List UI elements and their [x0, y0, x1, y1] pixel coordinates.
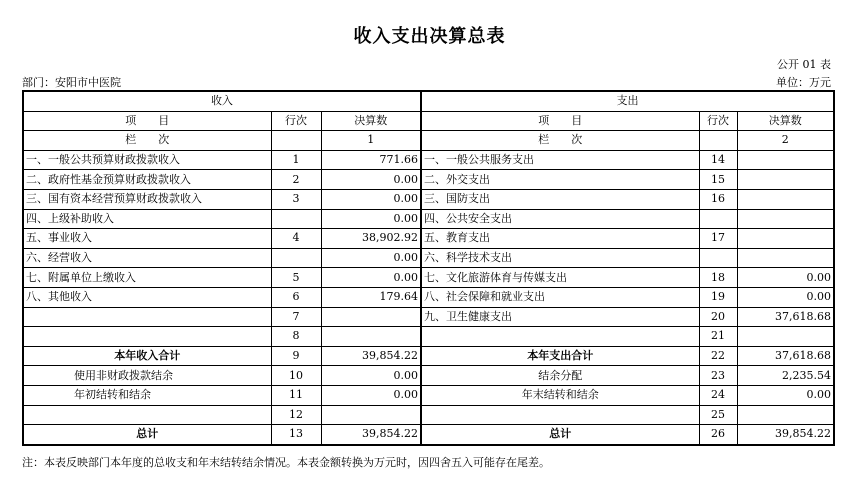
non-fiscal-surplus-label: 使用非财政拨款结余 [23, 366, 271, 386]
unit-label: 单位：万元 [776, 76, 831, 89]
income-item-header: 项 目 [23, 111, 271, 131]
header-row-col-numbers [23, 131, 834, 151]
income-header: 收入 [23, 91, 421, 111]
income-line: 1 [271, 150, 321, 170]
expense-line: 15 [699, 170, 737, 190]
non-fiscal-surplus-amount: 0.00 [321, 366, 421, 386]
expense-amount [737, 209, 834, 229]
year-expense-total-line: 22 [699, 346, 737, 366]
income-line: 8 [271, 327, 321, 347]
expense-item: 六、科学技术支出 [421, 248, 699, 268]
year-income-total-amount: 39,854.22 [321, 346, 421, 366]
expense-amount: 0.00 [737, 287, 834, 307]
blank-expense-amount [737, 405, 834, 425]
expense-grand-total-label: 总计 [421, 425, 699, 445]
blank-income-line: 12 [271, 405, 321, 425]
year-expense-total-label: 本年支出合计 [421, 346, 699, 366]
year-expense-total-amount: 37,618.68 [737, 346, 834, 366]
expense-line: 14 [699, 150, 737, 170]
grand-total-row [23, 425, 834, 445]
income-item: 六、经营收入 [23, 248, 271, 268]
expense-amount [737, 229, 834, 249]
income-line: 4 [271, 229, 321, 249]
expense-header: 支出 [421, 91, 834, 111]
blank-expense-line: 25 [699, 405, 737, 425]
income-amount-header: 决算数 [321, 111, 421, 131]
expense-item-header: 项 目 [421, 111, 699, 131]
blank-income-amount [321, 405, 421, 425]
expense-line: 18 [699, 268, 737, 288]
income-item [23, 307, 271, 327]
expense-line [699, 248, 737, 268]
income-amount: 179.64 [321, 287, 421, 307]
header-row-section [23, 91, 834, 111]
expense-item [421, 327, 699, 347]
blank-income-item [23, 405, 271, 425]
expense-amount: 37,618.68 [737, 307, 834, 327]
table-row [23, 327, 834, 347]
income-amount [321, 307, 421, 327]
income-col-line-empty [271, 131, 321, 151]
table-row [23, 209, 834, 229]
expense-line-header: 行次 [699, 111, 737, 131]
income-item: 八、其他收入 [23, 287, 271, 307]
expense-line: 19 [699, 287, 737, 307]
form-number: 公开 01 表 [777, 58, 831, 71]
budget-summary-table [22, 90, 835, 446]
income-amount: 0.00 [321, 268, 421, 288]
ending-carryover-amount: 0.00 [737, 385, 834, 405]
income-line: 7 [271, 307, 321, 327]
expense-item: 七、文化旅游体育与传媒支出 [421, 268, 699, 288]
expense-col-number: 2 [737, 131, 834, 151]
expense-col-label: 栏 次 [421, 131, 699, 151]
department-label: 部门：安阳市中医院 [22, 76, 121, 89]
header-row-columns [23, 111, 834, 131]
income-line: 2 [271, 170, 321, 190]
ending-carryover-line: 24 [699, 385, 737, 405]
expense-line: 20 [699, 307, 737, 327]
year-total-row [23, 346, 834, 366]
table-row [23, 229, 834, 249]
surplus-distribution-line: 23 [699, 366, 737, 386]
year-income-total-label: 本年收入合计 [23, 346, 271, 366]
table-row [23, 287, 834, 307]
beginning-carryover-line: 11 [271, 385, 321, 405]
surplus-distribution-label: 结余分配 [421, 366, 699, 386]
blank-row [23, 405, 834, 425]
income-item: 二、政府性基金预算财政拨款收入 [23, 170, 271, 190]
income-line: 6 [271, 287, 321, 307]
income-amount: 0.00 [321, 209, 421, 229]
table-row [23, 189, 834, 209]
ending-carryover-label: 年末结转和结余 [421, 385, 699, 405]
expense-amount-header: 决算数 [737, 111, 834, 131]
income-grand-total-amount: 39,854.22 [321, 425, 421, 445]
income-item: 五、事业收入 [23, 229, 271, 249]
income-line: 3 [271, 189, 321, 209]
beginning-carryover-amount: 0.00 [321, 385, 421, 405]
income-amount: 0.00 [321, 248, 421, 268]
income-item: 三、国有资本经营预算财政拨款收入 [23, 189, 271, 209]
footnote: 注：本表反映部门本年度的总收支和年末结转结余情况。本表金额转换为万元时，因四舍五入可能存在尾差。 [22, 456, 550, 469]
income-amount [321, 327, 421, 347]
expense-item: 四、公共安全支出 [421, 209, 699, 229]
expense-item: 九、卫生健康支出 [421, 307, 699, 327]
expense-amount [737, 170, 834, 190]
blank-expense-item [421, 405, 699, 425]
expense-amount: 0.00 [737, 268, 834, 288]
table-row [23, 307, 834, 327]
expense-item: 八、社会保障和就业支出 [421, 287, 699, 307]
table-row [23, 248, 834, 268]
expense-grand-total-amount: 39,854.22 [737, 425, 834, 445]
income-col-number: 1 [321, 131, 421, 151]
non-fiscal-surplus-row [23, 366, 834, 386]
expense-item: 一、一般公共服务支出 [421, 150, 699, 170]
expense-item: 三、国防支出 [421, 189, 699, 209]
expense-item: 五、教育支出 [421, 229, 699, 249]
page-title: 收入支出决算总表 [353, 26, 506, 47]
table-row [23, 150, 834, 170]
income-line: 5 [271, 268, 321, 288]
income-line [271, 248, 321, 268]
table-row [23, 170, 834, 190]
beginning-carryover-label: 年初结转和结余 [23, 385, 271, 405]
income-amount: 771.66 [321, 150, 421, 170]
income-col-label: 栏 次 [23, 131, 271, 151]
year-income-total-line: 9 [271, 346, 321, 366]
income-amount: 0.00 [321, 189, 421, 209]
non-fiscal-surplus-line: 10 [271, 366, 321, 386]
income-amount: 38,902.92 [321, 229, 421, 249]
income-grand-total-label: 总计 [23, 425, 271, 445]
expense-line: 17 [699, 229, 737, 249]
carryover-row [23, 385, 834, 405]
income-item: 一、一般公共预算财政拨款收入 [23, 150, 271, 170]
income-amount: 0.00 [321, 170, 421, 190]
income-item: 四、上级补助收入 [23, 209, 271, 229]
expense-line: 16 [699, 189, 737, 209]
income-grand-total-line: 13 [271, 425, 321, 445]
income-line-header: 行次 [271, 111, 321, 131]
expense-grand-total-line: 26 [699, 425, 737, 445]
income-item [23, 327, 271, 347]
expense-amount [737, 150, 834, 170]
table-row [23, 268, 834, 288]
surplus-distribution-amount: 2,235.54 [737, 366, 834, 386]
expense-line [699, 209, 737, 229]
income-line [271, 209, 321, 229]
expense-col-line-empty [699, 131, 737, 151]
expense-item: 二、外交支出 [421, 170, 699, 190]
expense-amount [737, 189, 834, 209]
expense-amount [737, 248, 834, 268]
income-item: 七、附属单位上缴收入 [23, 268, 271, 288]
expense-line: 21 [699, 327, 737, 347]
expense-amount [737, 327, 834, 347]
